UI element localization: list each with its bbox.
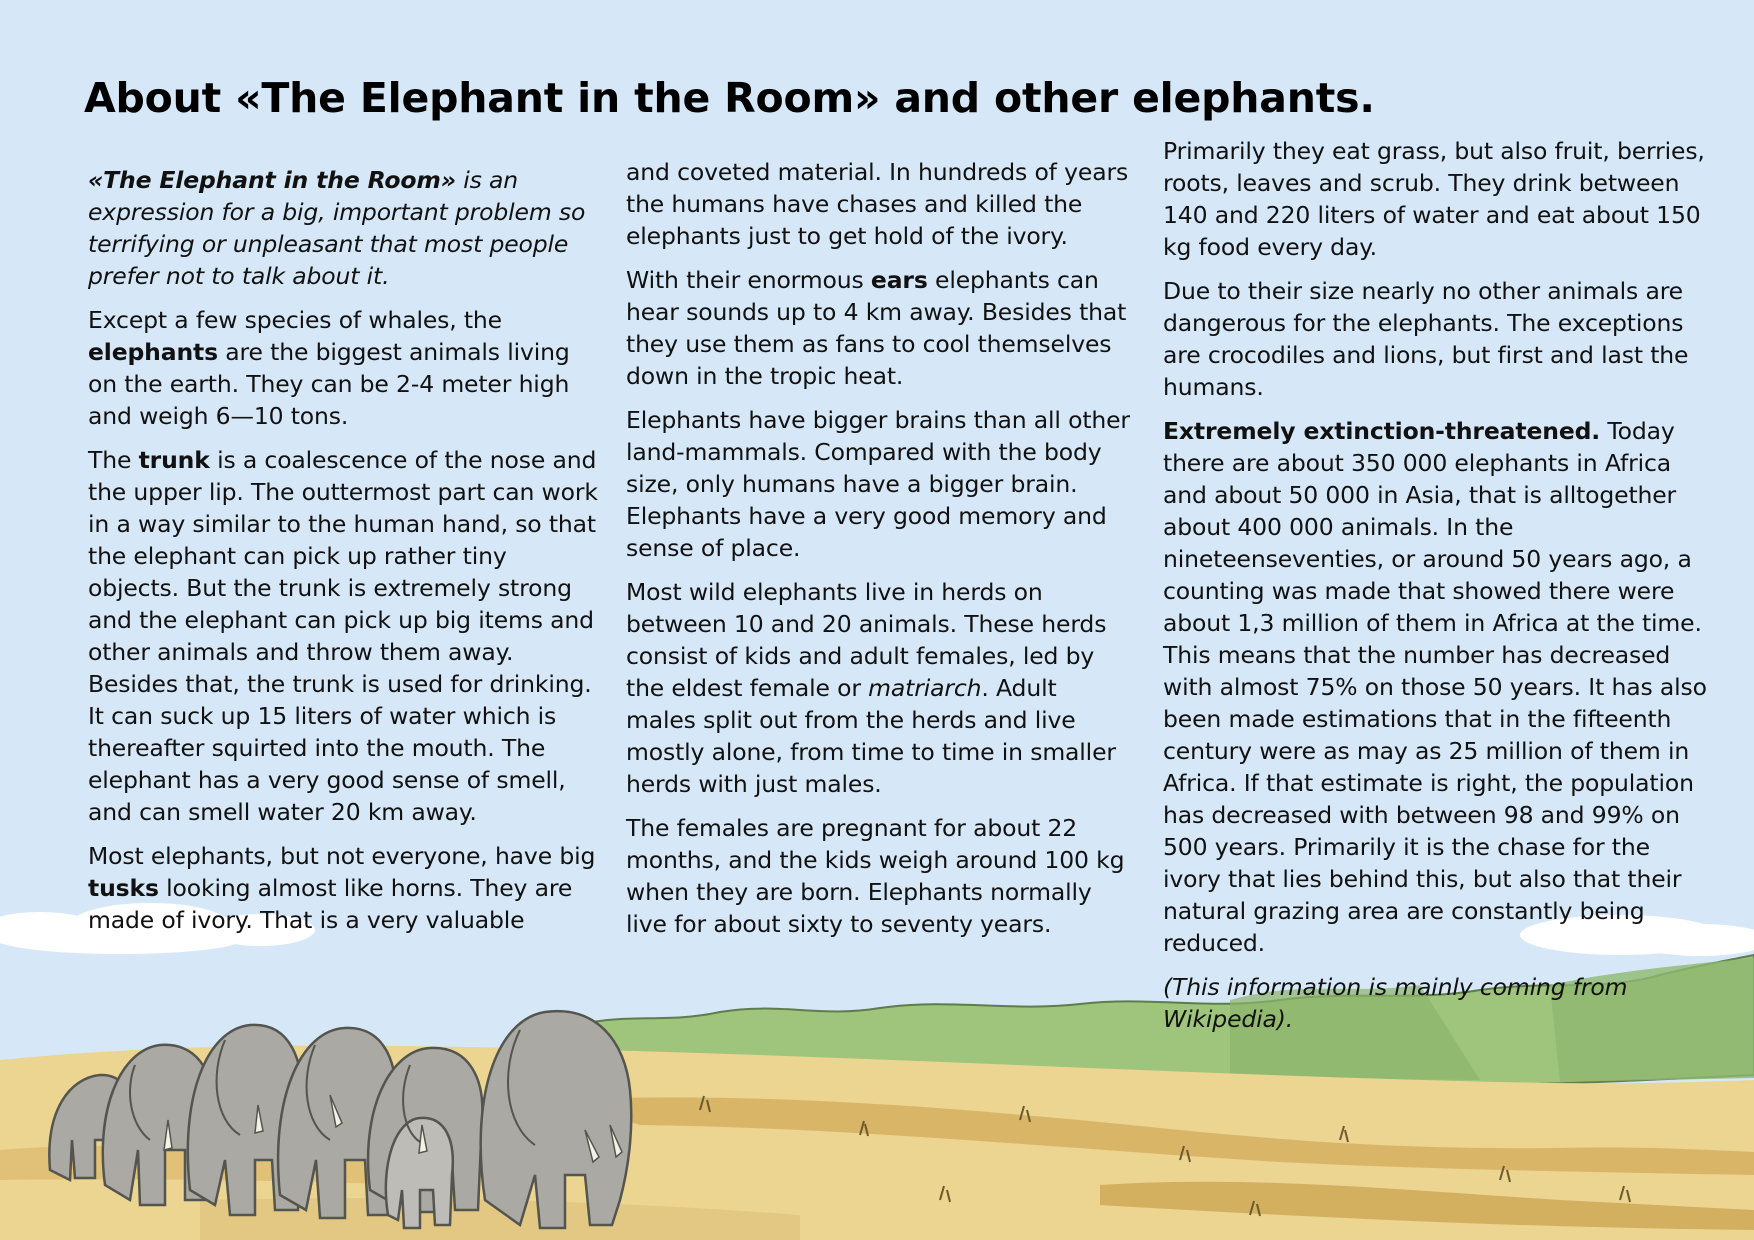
intro-phrase: «The Elephant in the Room» [88, 166, 456, 194]
paragraph-tusks: Most elephants, but not everyone, have big tusks looking almost like horns. They are made of ivory. That is a very valuable [88, 842, 596, 934]
paragraph-ears: With their enormous ears elephants can hear sounds up to 4 km away. Besides that they use them as fans to cool themselves down in the tropic heat. [626, 266, 1127, 390]
text-column-right [1163, 135, 1708, 1047]
paragraph-size: Except a few species of whales, the elephants are the biggest animals living on the earth. They can be 2-4 meter high and weigh 6—10 tons. [88, 306, 570, 430]
paragraph-trunk: The trunk is a coalescence of the nose and the upper lip. The outtermost part can work in a way similar to the human hand, so that the elephant can pick up rather tiny objects. But the trunk is extremely strong and the elephant can pick up big items and other animals and throw them away. Besides that, the trunk is used for drinking. It can suck up 15 liters of water which is thereafter squirted into the mouth. The elephant has a very good sense of smell, and can smell water 20 km away. [88, 446, 598, 826]
paragraph-predators: Due to their size nearly no other animals are dangerous for the elephants. The exceptions are crocodiles and lions, but first and last the humans. [1163, 277, 1689, 401]
text-column-middle [626, 156, 1131, 952]
paragraph-brains: Elephants have bigger brains than all other land-mammals. Compared with the body size, only humans have a bigger brain. Elephants have a very good memory and sense of place. [626, 406, 1130, 562]
paragraph-herds: Most wild elephants live in herds on between 10 and 20 animals. These herds consist of kids and adult females, led by the eldest female or matriarch. Adult males split out from the herds and live mostly alone, from time to time in smaller herds with just males. [626, 578, 1116, 798]
paragraph-ivory: and coveted material. In hundreds of years the humans have chases and killed the elephants just to get hold of the ivory. [626, 158, 1129, 250]
text-column-left [88, 164, 600, 948]
intro-paragraph: «The Elephant in the Room» is an expression for a big, important problem so terrifying or unpleasant that most people prefer not to talk about it. [88, 166, 586, 290]
source-note: (This information is mainly coming from Wikipedia). [1163, 973, 1628, 1033]
page-title: About «The Elephant in the Room» and other elephants. [84, 74, 1375, 122]
paragraph-pregnancy: The females are pregnant for about 22 months, and the kids weigh around 100 kg when they are born. Elephants normally live for about sixty to seventy years. [626, 814, 1125, 938]
paragraph-diet: Primarily they eat grass, but also fruit, berries, roots, leaves and scrub. They drink between 140 and 220 liters of water and eat about 150 kg food every day. [1163, 137, 1705, 261]
paragraph-extinction: Extremely extinction-threatened. Today there are about 350 000 elephants in Africa and about 50 000 in Asia, that is alltogether about 400 000 animals. In the nineteenseventies, or around 50 years ago, a counting was made that showed there were about 1,3 million of them in Africa at the time. This means that the number has decreased with almost 75% on those 50 years. It has also been made estimations that in the fifteenth century were as may as 25 million of them in Africa. If that estimate is right, the population has decreased with between 98 and 99% on 500 years. Primarily it is the chase for the ivory that lies behind this, but also that their natural grazing area are constantly being reduced. [1163, 417, 1707, 957]
